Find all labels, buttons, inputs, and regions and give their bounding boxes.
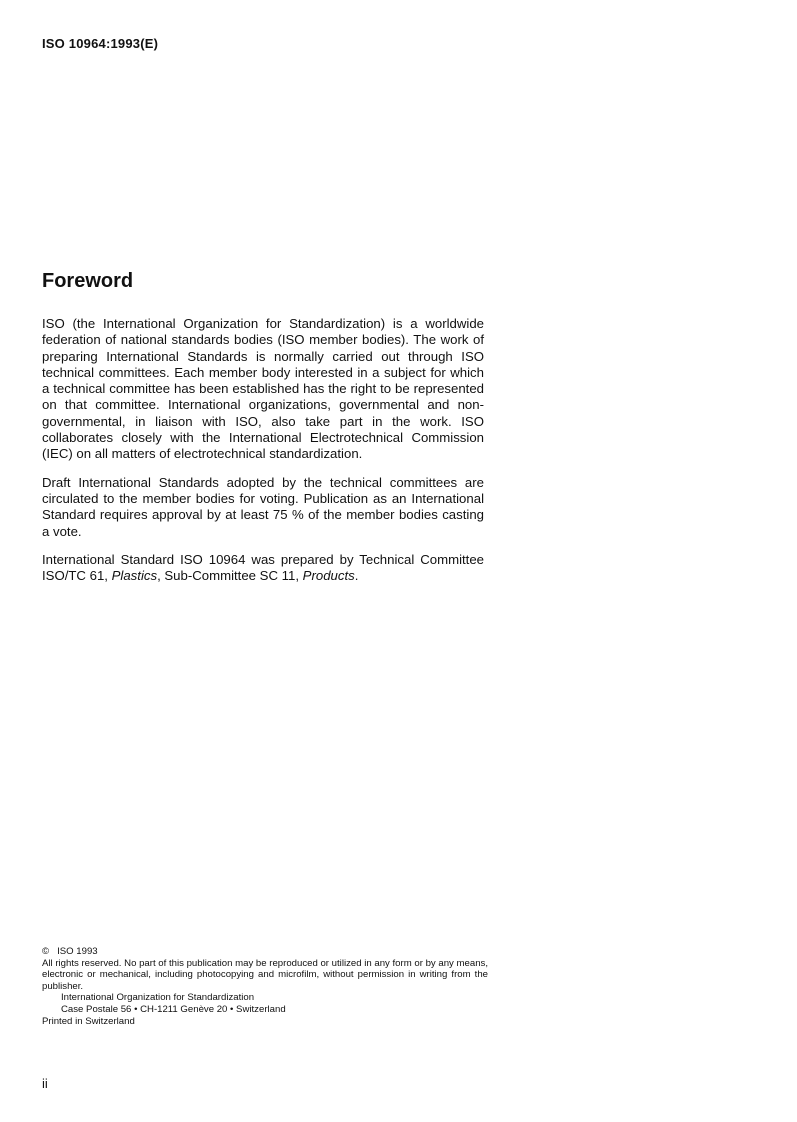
standard-code: ISO 10964:1993(E) <box>42 36 159 51</box>
page-number: ii <box>42 1076 48 1091</box>
copyright-line <box>42 946 488 958</box>
copyright-icon: © <box>42 946 50 957</box>
subcommittee-name: Products <box>302 568 355 584</box>
page-title: Foreword <box>42 270 134 292</box>
foreword-paragraph-2: Draft International Standards adopted by the technical committees are circulated to the member bodies for voting. Publication as an International Standard requires approval by at least 75 % of the member bodies casting a vote. <box>42 474 484 539</box>
copyright-footer <box>42 946 488 1027</box>
foreword-body <box>42 316 484 596</box>
committee-name: Plastics <box>111 568 158 584</box>
organization-address: Case Postale 56 • CH-1211 Genève 20 • Switzerland <box>61 1003 286 1015</box>
p3-text-middle: , Sub-Committee SC 11, <box>157 568 303 584</box>
copyright-text: ISO 1993 <box>57 946 98 957</box>
foreword-paragraph-1: ISO (the International Organization for Standardization) is a worldwide federation of national standards bodies (ISO member bodies). The work of preparing International Standards is normally carried out through ISO technical committees. Each member body interested in a subject for which a technical committee has been established has the right to be represented on that committee. International organizations, governmental and non-governmental, in liaison with ISO, also take part in the work. ISO collaborates closely with the International Electrotechnical Commission (IEC) on all matters of electrotechnical standardization. <box>42 316 484 462</box>
printed-in: Printed in Switzerland <box>42 1015 135 1027</box>
p3-text-end: . <box>354 568 359 584</box>
organization-name: International Organization for Standardization <box>61 992 255 1004</box>
rights-notice: All rights reserved. No part of this publication may be reproduced or utilized in any form or by any means, electronic or mechanical, including photocopying and microfilm, without permission in writing from the publisher. <box>42 957 488 992</box>
foreword-paragraph-3 <box>42 552 484 585</box>
p3-text-before: International Standard ISO 10964 was prepared by Technical Committee ISO/TC 61, <box>42 551 484 584</box>
